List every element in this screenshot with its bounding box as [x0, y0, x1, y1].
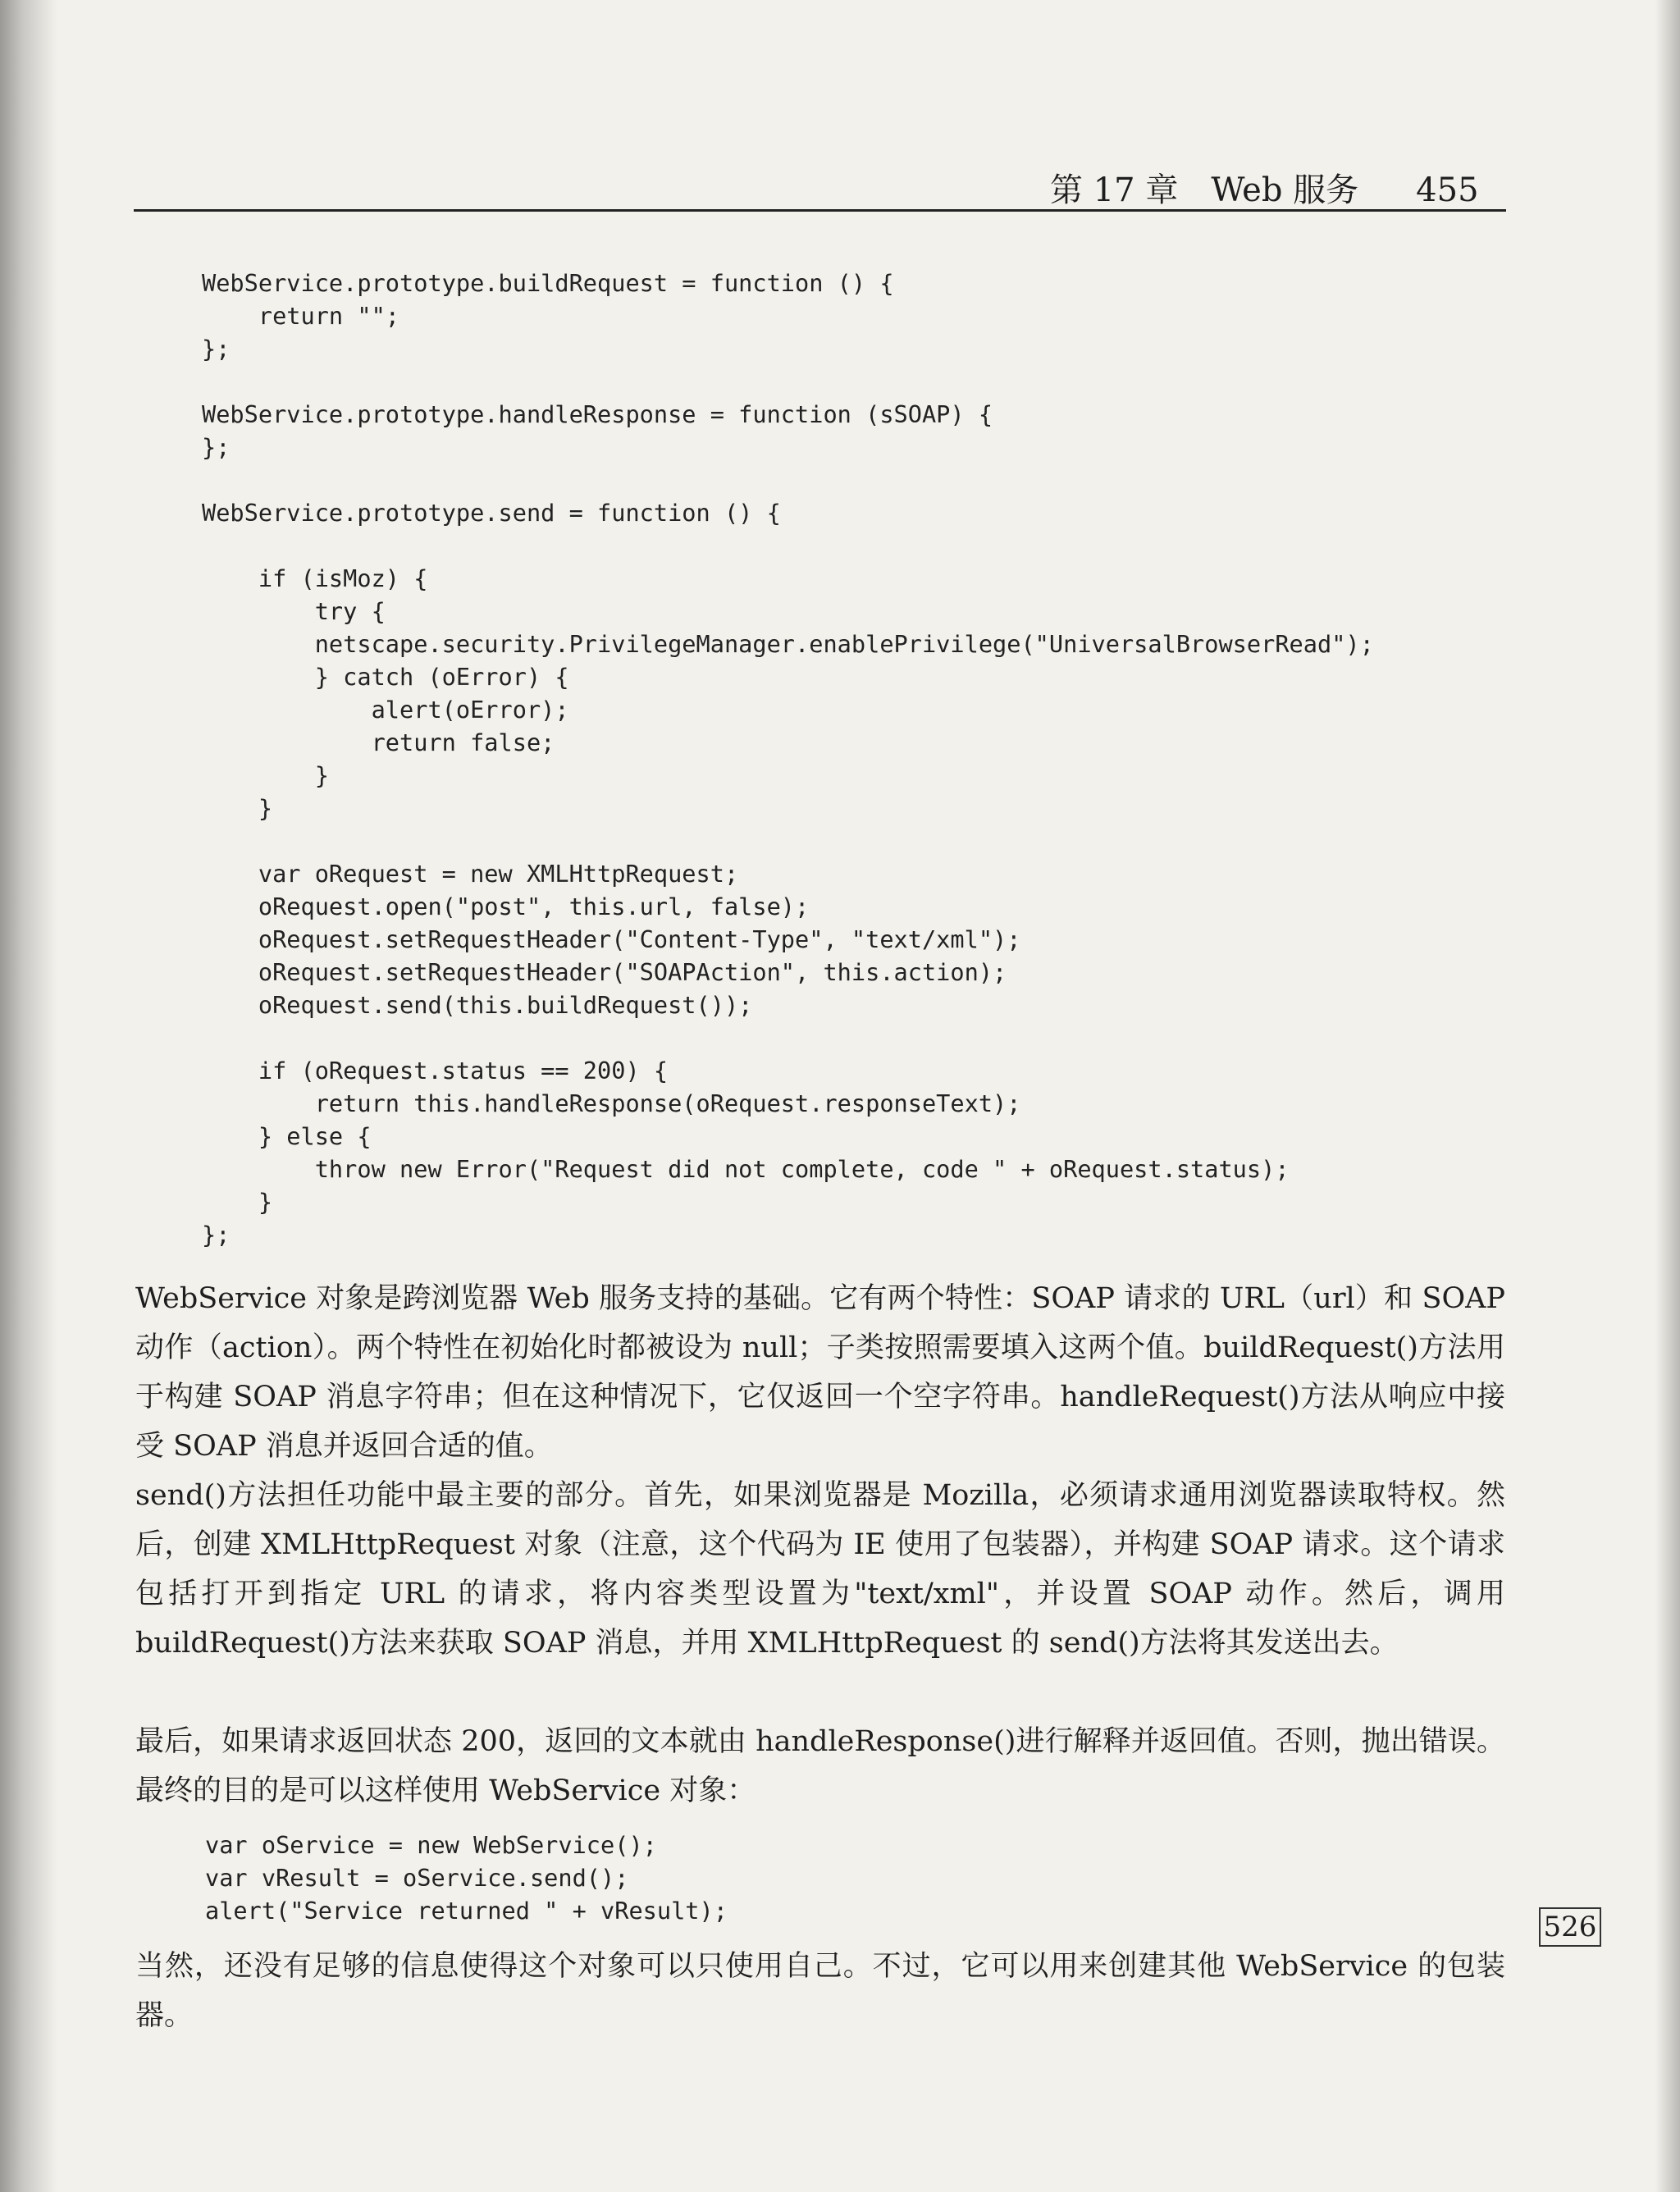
- running-header: [1025, 164, 1518, 210]
- paragraph-2: send()方法担任功能中最主要的部分。首先，如果浏览器是 Mozilla，必须请求通用浏览器读取特权。然后，创建 XMLHttpRequest 对象（注意，这个代码为 IE 使用了包装器），并构建 SOAP 请求。这个请求包括打开到指定 URL 的请求，将内容类型设置为"text/xml"，并设置 SOAP 动作。然后，调用 buildRequest()方法来获取 SOAP 消息，并用 XMLHttpRequest 的 send()方法将其发送出去。: [135, 1479, 1505, 1660]
- header-rule: [134, 209, 1506, 212]
- margin-page-number: 526: [1539, 1907, 1601, 1947]
- code-listing-usage: var oService = new WebService(); var vResult = oService.send(); alert("Service returned " + vResult);: [205, 1831, 728, 1925]
- page-shadow-right: [1655, 0, 1680, 2192]
- page-number: 455: [1416, 171, 1479, 209]
- paragraph-1: WebService 对象是跨浏览器 Web 服务支持的基础。它有两个特性：SOAP 请求的 URL（url）和 SOAP 动作（action）。两个特性在初始化时都被设为 null；子类按照需要填入这两个值。buildRequest()方法用于构建 SOAP 消息字符串；但在这种情况下，它仅返回一个空字符串。handleRequest()方法从响应中接受 SOAP 消息并返回合适的值。: [135, 1282, 1505, 1463]
- chapter-title: Web 服务: [1211, 171, 1359, 209]
- page-shadow-left: [0, 0, 57, 2192]
- chapter-label: 第 17 章: [1050, 171, 1179, 209]
- paragraph-3: 最后，如果请求返回状态 200，返回的文本就由 handleResponse()进行解释并返回值。否则，抛出错误。最终的目的是可以这样使用 WebService 对象：: [135, 1725, 1505, 1807]
- code-listing-webservice: WebService.prototype.buildRequest = function () { return ""; }; WebService.prototype.handleResponse = function (sSOAP) { }; WebService.prototype.send = function () { if (isMoz) { try { netscape.security.PrivilegeManager.enablePrivilege("UniversalBrowserRead"); } catch (oError) { alert(oError); return false; } } var oRequest = new XMLHttpRequest; oRequest.open("post", this.url, false); oRequest.setRequestHeader("Content-Type", "text/xml"); oRequest.setRequestHeader("SOAPAction", this.action); oRequest.send(this.buildRequest()); if (oRequest.status == 200) { return this.handleResponse(oRequest.responseText); } else { throw new Error("Request did not complete, code " + oRequest.status); } };: [202, 269, 1374, 1249]
- paragraph-4: 当然，还没有足够的信息使得这个对象可以只使用自己。不过，它可以用来创建其他 WebService 的包装器。: [135, 1950, 1505, 2032]
